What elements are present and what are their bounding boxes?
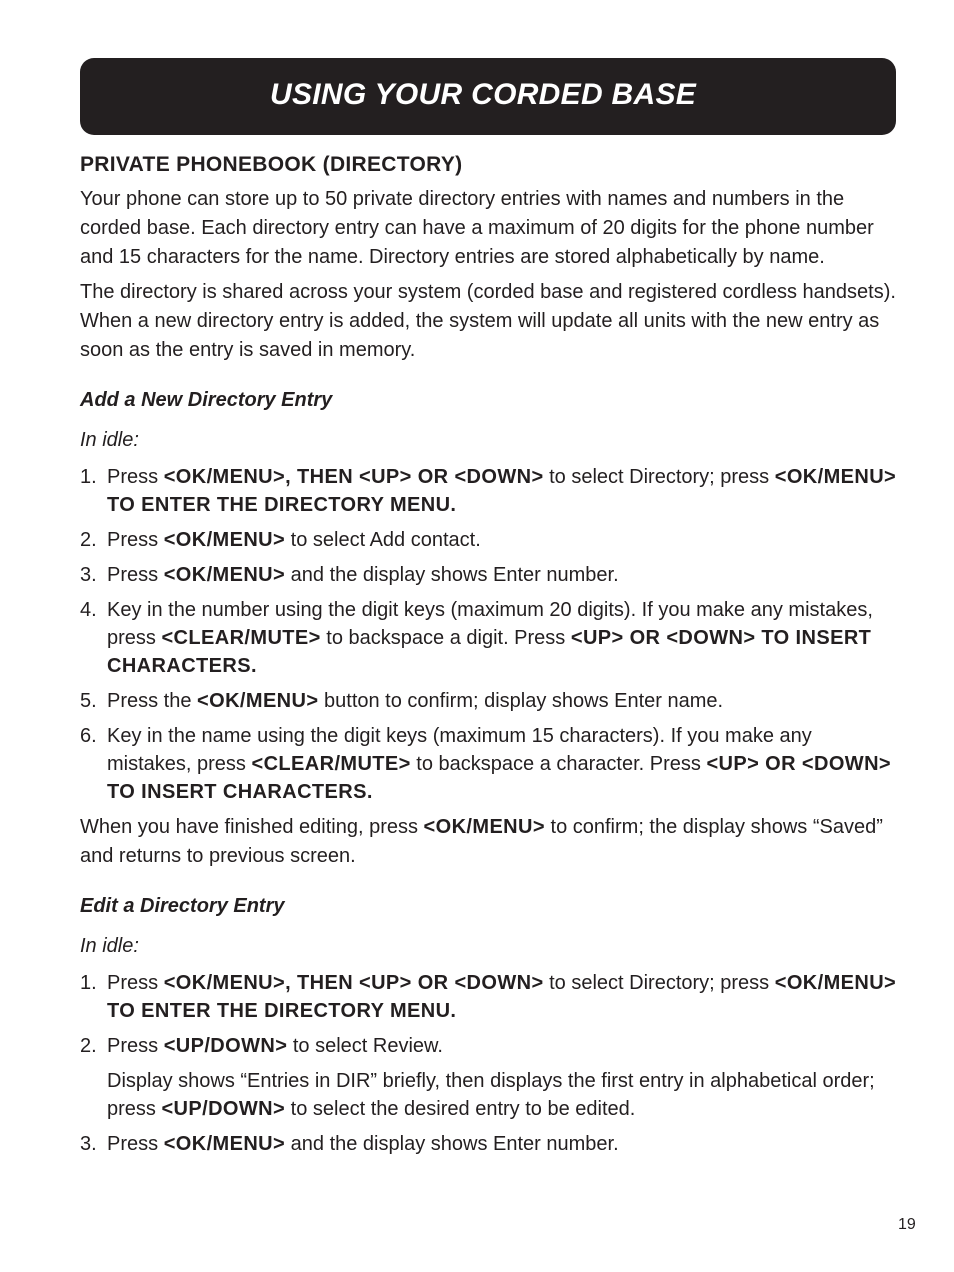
section-heading: PRIVATE PHONEBOOK (DIRECTORY)	[80, 153, 463, 176]
list-item	[80, 561, 900, 589]
step-number: 4.	[80, 599, 97, 621]
add-entry-idle-label: In idle:	[80, 429, 139, 451]
edit-entry-idle-label: In idle:	[80, 935, 139, 957]
page-content	[80, 153, 900, 1165]
button-reference: <UP> OR <DOWN> TO INSERT CHARACTERS.	[107, 627, 872, 677]
add-entry-closing-text: When you have finished editing, press <OK/MENU> to confirm; the display shows “Saved” and returns to previous screen.	[80, 816, 883, 867]
list-item	[80, 687, 900, 715]
button-reference: <OK/MENU> TO ENTER THE DIRECTORY MENU.	[107, 972, 897, 1022]
add-entry-steps	[80, 463, 900, 806]
step-number: 1.	[80, 466, 97, 488]
button-reference: <OK/MENU>	[197, 690, 319, 712]
step-number: 3.	[80, 564, 97, 586]
page-title: USING YOUR CORDED BASE	[270, 77, 697, 111]
intro-paragraph-2: The directory is shared across your system (corded base and registered cordless handsets). When a new directory entry is added, the system will update all units with the new entry as soon as the entry is saved in memory.	[80, 281, 896, 361]
add-entry-heading: Add a New Directory Entry	[80, 389, 333, 411]
button-reference: <UP/DOWN>	[161, 1098, 286, 1120]
edit-entry-heading: Edit a Directory Entry	[80, 895, 285, 917]
page-number: 19	[898, 1216, 916, 1233]
button-reference: <OK/MENU>, THEN <UP> OR <DOWN>	[163, 466, 544, 488]
step-number: 5.	[80, 690, 97, 712]
list-item	[80, 463, 900, 519]
step-number: 2.	[80, 1035, 97, 1057]
button-reference: <CLEAR/MUTE>	[161, 627, 321, 649]
step-number: 6.	[80, 725, 97, 747]
list-item	[80, 969, 900, 1025]
step-text: Press the <OK/MENU> button to confirm; display shows Enter name.	[107, 690, 724, 712]
button-reference: <OK/MENU>	[423, 816, 545, 838]
button-reference: <OK/MENU>, THEN <UP> OR <DOWN>	[163, 972, 544, 994]
button-reference: <OK/MENU>	[163, 1133, 286, 1155]
step-number: 1.	[80, 972, 97, 994]
list-item	[80, 1032, 900, 1060]
list-item	[80, 596, 900, 680]
button-reference: <OK/MENU>	[163, 564, 286, 586]
step-text: Key in the name using the digit keys (maximum 15 characters). If you make any mistakes, press <CLEAR/MUTE> to backspace a character. Press <UP> OR <DOWN> TO INSERT CHARACTERS.	[107, 725, 891, 803]
edit-entry-steps-continued	[80, 1130, 900, 1158]
button-reference: <UP> OR <DOWN> TO INSERT CHARACTERS.	[107, 753, 891, 803]
step-text: Press <OK/MENU> to select Add contact.	[107, 529, 481, 551]
section-banner	[80, 58, 896, 135]
list-item	[80, 1130, 900, 1158]
intro-paragraph-1: Your phone can store up to 50 private directory entries with names and numbers in the corded base. Each directory entry can have a maximum of 20 digits for the phone number and 15 characters for the name. Directory entries are stored alphabetically by name.	[80, 188, 874, 268]
list-item	[80, 722, 900, 806]
step-text: Press <OK/MENU> and the display shows Enter number.	[107, 1133, 619, 1155]
step-text: Key in the number using the digit keys (maximum 20 digits). If you make any mistakes, press <CLEAR/MUTE> to backspace a digit. Press <UP> OR <DOWN> TO INSERT CHARACTERS.	[107, 599, 873, 677]
button-reference: <OK/MENU>	[163, 529, 286, 551]
button-reference: <OK/MENU> TO ENTER THE DIRECTORY MENU.	[107, 466, 897, 516]
step-text: Press <OK/MENU>, THEN <UP> OR <DOWN> to select Directory; press <OK/MENU> TO ENTER THE DIRECTORY MENU.	[107, 466, 897, 516]
step-number: 2.	[80, 529, 97, 551]
step-number: 3.	[80, 1133, 97, 1155]
step-note: Display shows “Entries in DIR” briefly, then displays the first entry in alphabetical order; press <UP/DOWN> to select the desired entry to be edited.	[107, 1070, 875, 1120]
list-item	[80, 526, 900, 554]
button-reference: <CLEAR/MUTE>	[251, 753, 411, 775]
step-text: Press <UP/DOWN> to select Review.	[107, 1035, 443, 1057]
step-text: Press <OK/MENU> and the display shows Enter number.	[107, 564, 619, 586]
step-text: Press <OK/MENU>, THEN <UP> OR <DOWN> to select Directory; press <OK/MENU> TO ENTER THE DIRECTORY MENU.	[107, 972, 897, 1022]
edit-entry-steps	[80, 969, 900, 1060]
button-reference: <UP/DOWN>	[163, 1035, 288, 1057]
